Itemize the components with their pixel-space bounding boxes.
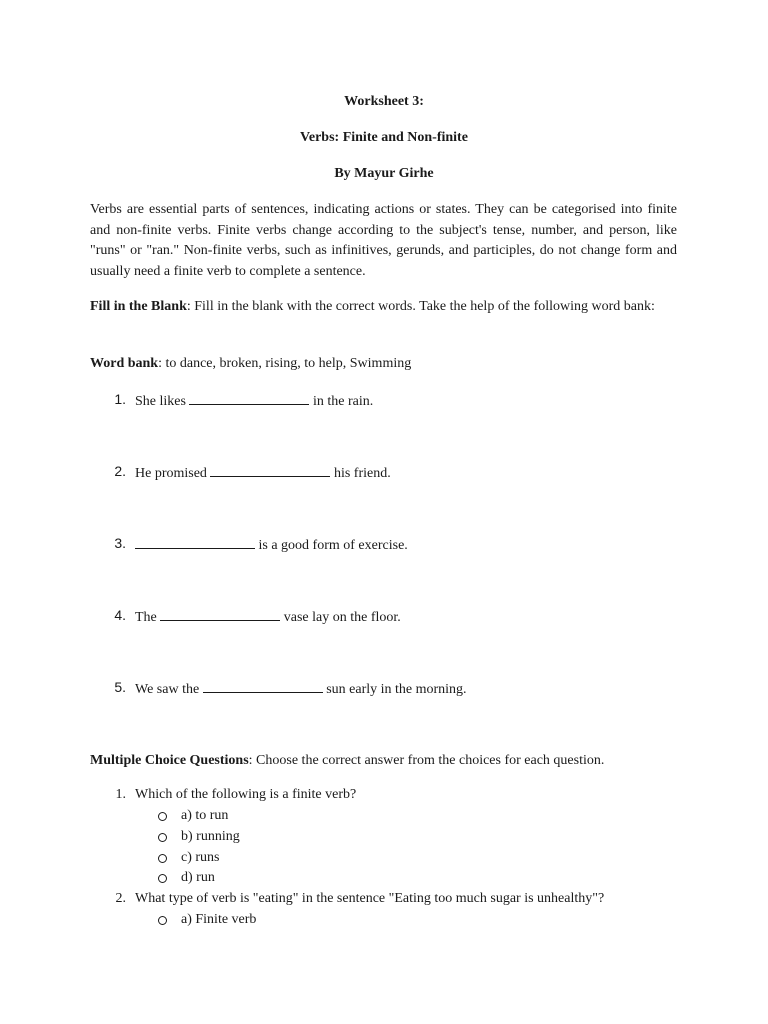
mcq-option[interactable] bbox=[0, 870, 768, 890]
mcq-option[interactable] bbox=[0, 912, 768, 932]
blank-question bbox=[0, 535, 768, 555]
hollow-circle-bullet-icon bbox=[158, 812, 167, 821]
mcq-option[interactable] bbox=[0, 808, 768, 828]
fill-blank-text: : Fill in the blank with the correct words. Take the help of the following word bank: bbox=[186, 299, 655, 314]
answer-blank[interactable] bbox=[189, 391, 309, 405]
option-text: a) to run bbox=[181, 808, 229, 823]
word-bank bbox=[90, 354, 677, 375]
question-text-after: sun early in the morning. bbox=[322, 682, 467, 697]
blank-question bbox=[0, 607, 768, 627]
option-text: d) run bbox=[181, 870, 215, 885]
mcq-instructions bbox=[90, 751, 677, 772]
question-text-after: is a good form of exercise. bbox=[255, 538, 408, 553]
question-text-before: The bbox=[135, 610, 161, 625]
mcq-question bbox=[0, 891, 768, 911]
blank-question bbox=[0, 679, 768, 699]
worksheet-number: Worksheet 3: bbox=[344, 94, 424, 109]
answer-blank[interactable] bbox=[210, 463, 330, 477]
word-bank-words: : to dance, broken, rising, to help, Swimming bbox=[158, 356, 412, 371]
hollow-circle-bullet-icon bbox=[158, 854, 167, 863]
question-number: 1. bbox=[114, 391, 126, 407]
mcq-option[interactable] bbox=[0, 850, 768, 870]
blank-question bbox=[0, 463, 768, 483]
mcq-label: Multiple Choice Questions bbox=[90, 753, 249, 768]
option-text: b) running bbox=[181, 829, 240, 844]
fill-blank-instructions bbox=[90, 297, 677, 318]
worksheet-title: Verbs: Finite and Non-finite bbox=[300, 130, 468, 145]
fill-blank-label: Fill in the Blank bbox=[90, 299, 187, 314]
option-text: c) runs bbox=[181, 850, 220, 865]
answer-blank[interactable] bbox=[160, 607, 280, 621]
mcq-text: : Choose the correct answer from the choices for each question. bbox=[248, 753, 605, 768]
answer-blank[interactable] bbox=[135, 535, 255, 549]
question-text-before: We saw the bbox=[135, 682, 203, 697]
word-bank-label: Word bank bbox=[90, 356, 159, 371]
question-text-before: She likes bbox=[135, 394, 190, 409]
mcq-question bbox=[0, 787, 768, 807]
question-text: What type of verb is "eating" in the sentence "Eating too much sugar is unhealthy"? bbox=[135, 891, 605, 906]
question-number: 5. bbox=[114, 679, 126, 695]
question-text: Which of the following is a finite verb? bbox=[135, 787, 357, 802]
question-number: 2. bbox=[114, 463, 126, 479]
question-text-after: vase lay on the floor. bbox=[280, 610, 401, 625]
blank-question bbox=[0, 391, 768, 411]
answer-blank[interactable] bbox=[203, 679, 323, 693]
question-number: 4. bbox=[114, 607, 126, 623]
option-text: a) Finite verb bbox=[181, 912, 257, 927]
mcq-option[interactable] bbox=[0, 829, 768, 849]
hollow-circle-bullet-icon bbox=[158, 874, 167, 883]
question-text-after: in the rain. bbox=[309, 394, 374, 409]
question-number: 2. bbox=[115, 891, 126, 906]
question-number: 1. bbox=[115, 787, 126, 802]
worksheet-author: By Mayur Girhe bbox=[334, 166, 434, 181]
hollow-circle-bullet-icon bbox=[158, 833, 167, 842]
question-number: 3. bbox=[114, 535, 126, 551]
question-text-after: his friend. bbox=[330, 466, 391, 481]
hollow-circle-bullet-icon bbox=[158, 916, 167, 925]
question-text-before: He promised bbox=[135, 466, 211, 481]
intro-paragraph: Verbs are essential parts of sentences, indicating actions or states. They can be categorised into finite and non-finite verbs. Finite verbs change according to the subject's tense, number, and person, like "runs" or "ran." Non-finite verbs, such as infinitives, gerunds, and participles, do not change form and usually need a finite verb to complete a sentence. bbox=[90, 202, 677, 280]
